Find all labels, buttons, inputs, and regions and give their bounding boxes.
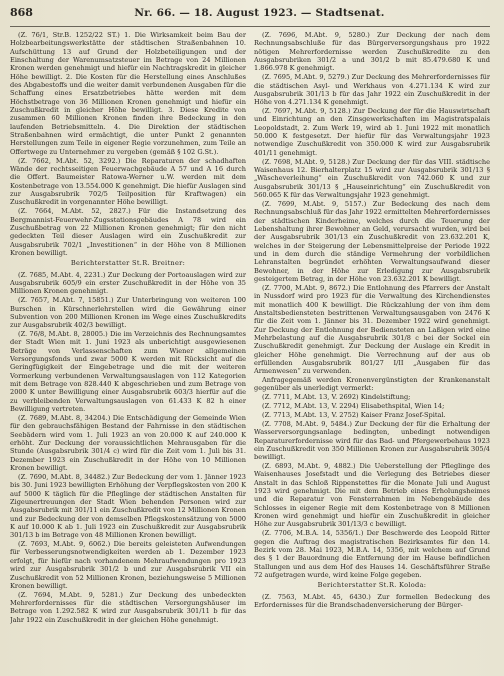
paragraph: (Z. 6893, M.Abt. 9, 4882.) Die Ueberstellung der Pfleglinge des Waisenhauses Josefstadt und die Verlegung des Betriebes dieser Anstalt in das Schloß Rippenstettes für die Monate Juli und August 1923 wird genehmigt. Die mit dem Betrieb eines Erholungsheimes und die Reparatur von Fensterrahmen im Nebengebäude des Schlosses in eigener Regie mit dem Kostenbetrage von 8 Millionen Kronen wird genehmigt und hiefür ein Zuschußkredit in gleicher Höhe zur Ausgabsrubrik 301/13/3 c bewilligt. (254, 462, 490, 529)
paragraph: (Z. 76/1, Str.B. 1252/22 ST.) 1. Die Wirksamkeit beim Bau der Holzbearbeitungswerkstätte der städtischen Straßenbahnen 10. Aufschüttung 13 auf Grund der Holzbeteiligungen und der Einschaltung der Warenumsatzsteuer im Betrage von 24 Millionen Kronen werden genehmigt und hiefür ein Nachtragskredit in gleicher Höhe bewilligt. 2. Die Kosten für die Herstellung eines Anschlußes des Abgabestoffs und die weiter damit verbundenen Ausgaben für die Schaffung eines Ersatzbetriebes hätte werden mit dem Höchstbetrage von 36 Millionen Kronen genehmigt und hiefür ein Zuschußkredit in gleicher Höhe bewilligt. 3. Diese Kredite von zusammen 60 Millionen Kronen finden ihre Bedeckung in den laufenden Betriebsmitteln. 4. Die Direktion der städtischen Straßenbahnen wird ermächtigt, die unter Punkt 2 genannten Herstellungen zum Teile in eigener Regie vorzunehmen, zum Teile an Offertwege zu Unternehmer zu vergeben (gemäß § 102 G.St.). (10, 31, 246, 156)
paragraph: (Z. 7690, M.Abt. 8, 34482.) Zur Bedeckung der vom 1. Jänner 1923 bis 30. Juni 1923 bewilligten Erhöhung der Verpflegskosten von 200 K auf 5000 K täglich für die Pfleglinge der städtischen Anstalten für Zigeunertreuungen der Stadt Wien behenden Personen wird zur Ausgabsrubrik mit 301/11 ein Zuschußkredit von 12 Millionen Kronen und zur Bedeckung der von demselben Pflegskostensätzung von 5000 K auf 10.000 K ab 1. Juli 1923 ein Zuschußkredit zur Ausgabsrubrik 301/13 b im Betrage von 48 Millionen Kronen bewilligt. (10, 472, 246, 540)
left-column (10, 31, 246, 671)
paragraph: (Z. 7664, M.Abt. 52, 2827.) Für die Instandsetzung des Bergmannist-Feuerwehr-Zugsstationsgebäudes A 78 wird ein Zuschußbetrag von 22 Millionen Kronen genehmigt; für den nicht gedeckten Teil dieser Auslagen wird ein Zuschußkredit zur Ausgabsrubrik 702/1 „Investitionen“ in der Höhe von 8 Millionen Kronen bewilligt. (10, 207, 246, 257)
paragraph: (Z. 7696, M.Abt. 9, 5280.) Zur Deckung der nach dem Rechnungsabschluße für das Bürgerversorgungshaus pro 1922 nötigen Mehrerfordernisse werden Zuschußkredite zu den Ausgabsrubriken 301/2 a und 301/2 b mit 85.479.680 K und 1.866.978 K genehmigt. (254, 31, 490, 73)
paragraph: (Z. 7693, M.Abt. 9, 6062.) Die bereits geleisteten Aufwendungen für Verbesserungsnotwendigkeiten werden ab 1. Dezember 1923 erfolgt, für hiefür nach vorhandenem Mehraufwendungen pro 1923 wird zur Ausgabsrubrik 301/2 b und zur Ausgabsrubrik VII ein Zuschußkredit von 52 Millionen Kronen, beziehungsweise 5 Millionen Kronen bewilligt. (10, 540, 246, 590)
paragraph: (Z. 7706, M.B.A. 14, 5356/1.) Der Beschwerde des Leopold Ritter gegen die Auftrag des magistratischen Bezirksamtes für den 14. Bezirk vom 28. Mai 1923, M.B.A. 14, 5356, mit welchem auf Grund des § 1 der Bauordnung die Entfernung der im Hause befindlichen Stallungen und aus dem Hof des Hauses 14. Geschäftsführer Straße 72 aufgetragen wurde, wird keine Folge gegeben. (254, 529, 490, 579)
paragraph: (Z. 7713, M.Abt. 13, V. 2752) Kaiser Franz Josef-Spital. (262, 410, 446, 419)
paragraph: (Z. 7657, M.Abt. 7, 15851.) Zur Unterbringung von weiteren 100 Burschen in Kürschnerlehrstellen wird die Gewährung einer Subvention von 200 Millionen Kronen im Wege eines Zuschußkredits zur Ausgabsrubrik 402/3 bewilligt. (10, 296, 246, 330)
text-columns (10, 31, 490, 671)
paragraph: (Z. 7662, M.Abt. 52, 3292.) Die Reparaturen der schadhaften Wände der rechtsseitigen Feuerwachgebäude A 57 und A 16 durch die Offert. Baumeister Ratowa-Werner u.W. werden mit dem Kostenbetrage von 13.554.000 K genehmigt. Die hiefür Auslagen sind zur Ausgabsrubrik 702/5 Teilposition für Kraftwagen) ein Zuschußkredit in vorgenannter Höhe bewilligt. (10, 156, 246, 207)
paragraph: (Z. 7699, M.Abt. 9, 5157.) Zur Bedeckung des nach dem Rechnungsabschluß für das Jahr 1922 ermittelten Mehrerfordernisses der städtischen Kinderheime, welches durch die Teuerung der Lebenshaltung ihrer Bewohner an Geld, verursacht wurden, wird bei der Ausgabsrubrik 301/13 ein Zuschußkredit von 23.632.201 K, welches in der Steigerung der Lebensmittelpreise der Periode 1922 und in dem durch die ständige Vermehrung der vorbildlichen Lehranstalten begründet erhöhten Verwaltungsaufwand dieser Bewohner, in der Höhe zur Erledigung zur Ausgabsrubrik gesteigertem Betrag, in der Höhe von 23.632.201 K bewilligt. (254, 199, 490, 283)
paragraph: (Z. 7685, M.Abt. 4, 2231.) Zur Deckung der Portoauslagen wird zur Ausgabsrubrik 605/9 ein erster Zuschußkredit in der Höhe von 35 Millionen Kronen genehmigt. (10, 270, 246, 296)
paragraph: (Z. 7698, M.Abt. 9, 5128.) Zur Deckung der für das VIII. städtische Waisenhaus 12. Bierhalterplatz 15 wird zur Ausgabsrubrik 301/13 § „Wäscheverleihung“ ein Zuschußkredit von 742.060 K und zur Ausgabsrubrik 301/13 § „Hauseinrichtung“ ein Zuschußkredit von 560.065 K für das Verwaltungsjahr 1923 genehmigt. (254, 157, 490, 200)
paragraph: (Z. 76/8, M.Abt. 8, 28005.) Die im Verzeichnis des Rechnungsamtes der Stadt Wien mit 1. Juni 1923 als unberichtigt ausgewiesenen Beträge von Verlassenschaften zum Wiener allgemeinen Versorgungsfonds und zwar 5000 K werden mit Rücksicht auf die Geringfügigkeit der Eingebetrage und die mit der weiteren Vormerkung verbundenen Verwaltungsauslagen von 112 Kategorien mit dem Betrage von 828.440 K abgeschrieben und zum Betrage von 2000 K unter Bewilligung einer Ausgabsrubrik 603/3 hierfür auf die zu verbleibenden Verwaltungsauslagen von 61.433 K 82 h einer Bewilligung vertreten. (10, 330, 246, 414)
header-title: Nr. 66. — 18. August 1923. — Stadtsenat. (134, 7, 385, 19)
section-heading: Berichterstatter St.R. Breitner: (70, 259, 186, 268)
paragraph: (Z. 7695, M.Abt. 9, 5279.) Zur Deckung des Mehrerfordernisses für die städtischen Asyl- und Werkhaus von 4.271.134 K wird zur Ausgabsrubrik 301/13 b für das Jahr 1922 ein Zuschußkredit in der Höhe von 4.271.134 K genehmigt. (254, 73, 490, 107)
paragraph: (Z. 7563, M.Abt. 45, 6430.) Zur formellen Bedeckung des Erfordernisses für die Brandschadenversicherung der Bürger- (254, 592, 490, 610)
paragraph: Anfragegemäß werden Kronenvergünstigten der Krankenanstalt gegenüber als unerledigt vermerkt: (254, 376, 490, 393)
paragraph: (Z. 7700, M.Abt. 9, 8672.) Die Entlohnung des Pfarrers der Anstalt in Nussdorf wird pro 1923 für die Verwaltung des Kirchendienstes mit monatlich 400 K bewilligt. Die Rückzahlung der von ihm dem Anstaltsbediensteten bestrittenen Verwaltungsausgaben von 2476 K für die Zeit vom 1. Jänner bis 31. Dezember 1922 wird genehmigt. Zur Deckung der Entlohnung der Bediensteten an Laßigen wird eine Mehrbelastung auf die Ausgabsrubrik 301/8 c bei der Sockel ein Zuschußkredit genehmigt. Zur Deckung der Auslage ein Kredit in gleicher Höhe genehmigt. Die Verrechnung auf der aus ob erfüllenden Ausgabsrubrik 801/27 I/II „Ausgaben für das Armenwesen“ zu verwenden. (254, 283, 490, 376)
page-number: 868 (10, 6, 33, 19)
paragraph: (Z. 7694, M.Abt. 9, 5281.) Zur Deckung des unbedeckten Mehrerfordernisses für die städtischen Versorgungshäuser im Betrage von 1.292.582 K wird zur Ausgabsrubrik 301/11 b für das Jahr 1922 ein Zuschußkredit in der gleichen Höhe genehmigt. (10, 590, 246, 624)
paragraph: (Z. 7708, M.Abt. 9, 5484.) Zur Deckung der für die Erhaltung der Wasserversorgungsanlage bedingten, unbedingt notwendigen Reparaturerfordernisse wird für das Bad- und Pfergewerbehaus 1923 ein Zuschußkredit von 350 Millionen Kronen zur Ausgabsrubrik 305/4 bewilligt. (254, 419, 490, 462)
paragraph: (Z. 7711, M.Abt. 13, V. 2692) Kindelstiftung; (262, 393, 411, 402)
paragraph: (Z. 7697, M.Abt. 9, 5128.) Zur Deckung der für die Hauswirtschaft und Einrichtung an den Zinsgewerkschaften im Magistratspalais Leopoldstadt, 2. Zum Werk 19, wird ab 1. Juni 1922 mit monatlich 50.000 K festgesetzt. Der hiefür für das Verwaltungsjahr 1923 notwendige Zuschußkredit von 350.000 K wird zur Ausgabsrubrik 401/11 genehmigt. (254, 107, 490, 157)
paragraph: (Z. 7712, M.Abt. 13, V. 2294) Elisabethspital, Wien 14; (262, 402, 445, 411)
page-header (10, 6, 490, 27)
paragraph: (Z. 7689, M.Abt. 8, 34204.) Die Entschädigung der Gemeinde Wien für den gebrauchsfähigen Bestand der Fahrnisse in den städtischen Seebädern wird vom 1. Juli 1923 an von 20.000 K auf 240.000 K erhöht. Zur Deckung der voraussichtlichen Mehrausgaben für die Stunde (Ausgabsrubrik 301/4 c) wird für die Zeit vom 1. Juli bis 31. Dezember 1923 ein Zuschußkredit in der Höhe von 10 Millionen Kronen bewilligt. (10, 413, 246, 473)
section-heading: Berichterstatter St.R. Koloda: (317, 581, 427, 590)
right-column (254, 31, 490, 671)
